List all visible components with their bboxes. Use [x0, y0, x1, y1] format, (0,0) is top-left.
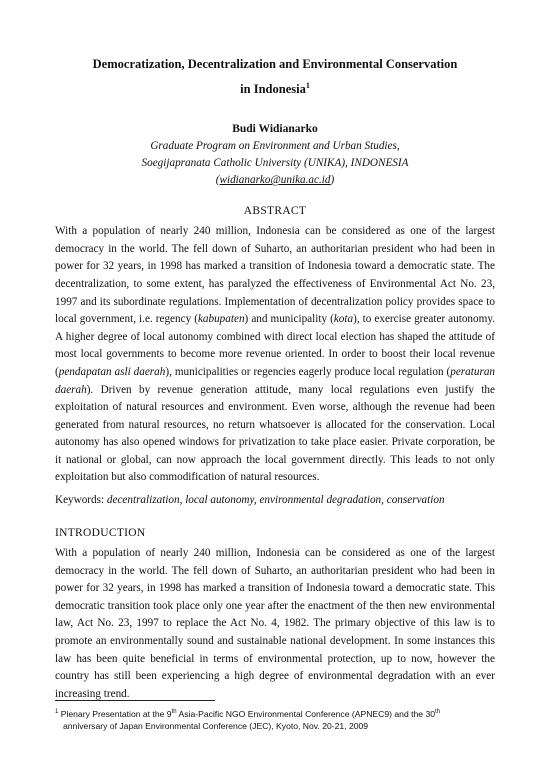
- paper-title: [55, 54, 495, 100]
- title-footnote-mark: 1: [305, 81, 310, 90]
- footnote-separator: [55, 700, 215, 701]
- footnote-sup-2: th: [435, 709, 441, 715]
- keywords-label: Keywords:: [55, 494, 107, 507]
- footnote-sup-1: th: [171, 709, 177, 715]
- abstract-text-1: With a population of nearly 240 million, Indonesia can be considered as one of the largest democracy in the world. The fell down of Suharto, an authoritarian president who had been in power for 32 years, in 1998 has marked a transition of Indonesia toward a democratic state. The decentralization, to some extent, has paralyzed the effectiveness of Environmental Act No. 23, 1997 and its subordinate regulations. Implementation of decentralization policy provides space to local government, i.e. regency (: [55, 225, 495, 326]
- introduction-heading: INTRODUCTION: [55, 527, 146, 540]
- author-name: Budi Widianarko: [232, 123, 318, 136]
- footnote-text-1: Plenary Presentation at the 9: [58, 708, 172, 719]
- author-affiliation: [55, 138, 495, 189]
- abstract-heading: ABSTRACT: [243, 205, 307, 218]
- title-line-2: [55, 75, 495, 100]
- title-line-1: Democratization, Decentralization and Environmental Conservation: [92, 57, 458, 71]
- footnote-text-2: Asia-Pacific NGO Environmental Conference (APNEC9) and the 30: [176, 708, 436, 719]
- abstract-text-4: ), municipalities or regencies eagerly produce local regulation (: [165, 365, 451, 378]
- term-pendapatan-asli-daerah: pendapatan asli daerah: [58, 365, 166, 378]
- abstract-paragraph: [55, 223, 495, 487]
- affiliation-line-1: Graduate Program on Environment and Urban Studies,: [150, 140, 400, 153]
- footnote-line-2: anniversary of Japan Environmental Conference (JEC), Kyoto, Nov. 20-21, 2009: [63, 720, 369, 731]
- title-line-2-text: in Indonesia: [240, 82, 306, 97]
- term-peraturan-daerah: peraturan daerah: [55, 365, 495, 396]
- footnote-mark: 1: [55, 709, 59, 715]
- email-close-paren: ): [330, 174, 335, 187]
- introduction-paragraph: With a population of nearly 240 million, Indonesia can be considered as one of the largest democracy in the world. The fell down of Suharto, an authoritarian president who had been in power for 32 years, in 1998 has marked a transition of Indonesia toward a democratic state. This democratic transition took place only one year after the enactment of the then new environmental law, Act No. 23, 1997 to replace the Act No. 4, 1982. The primary objective of this law is to promote an environmentally sound and sustainable national development. In some instances this law has been quite beneficial in terms of environmental protection, up to now, however the country has still been experiencing a high degree of environmental degradation with an ever increasing trend.: [55, 547, 495, 700]
- footnote-line-1: [55, 706, 495, 720]
- abstract-text-5: ). Driven by revenue generation attitude, many local regulations even justify the exploitation of natural resources and environment. Even worse, although the revenue had been generated from natural resources, no return whatsoever is allocated for the conservation. Local autonomy has also opened windows for privatization to take place easier. Private corporation, be it national or global, can now approach the local government directly. This leads to not only exploitation but also commodification of natural resources.: [55, 383, 495, 484]
- email-open-paren: (: [215, 174, 220, 187]
- footnote: [55, 706, 495, 732]
- keywords-list: decentralization, local autonomy, environmental degradation, conservation: [106, 494, 445, 507]
- term-kabupaten: kabupaten: [197, 313, 245, 326]
- keywords-line: [55, 492, 495, 509]
- abstract-text-3: ), to exercise greater autonomy. A higher degree of local autonomy combined with direct local election has shaped the attitude of most local governments to become more revenue oriented. In order to boost their local revenue (: [55, 313, 495, 378]
- author-email-line: [55, 172, 495, 189]
- abstract-text-2: ) and municipality (: [244, 313, 334, 326]
- affiliation-line-2: Soegijapranata Catholic University (UNIKA), INDONESIA: [141, 157, 409, 170]
- term-kota: kota: [333, 313, 354, 326]
- author-email-link[interactable]: widianarko@unika.ac.id: [219, 174, 331, 187]
